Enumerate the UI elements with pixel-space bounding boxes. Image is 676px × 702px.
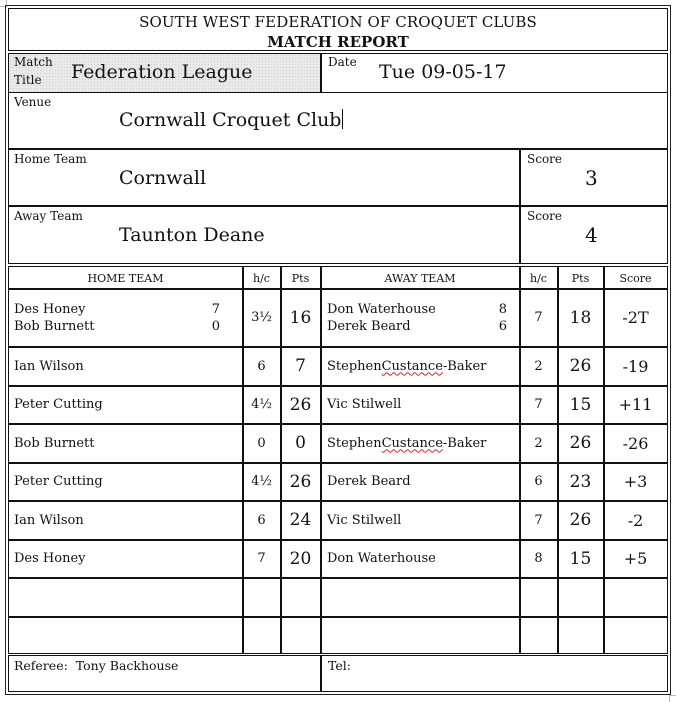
home-score-label: Score <box>527 152 563 166</box>
date-label: Date <box>328 55 357 69</box>
score-cell[interactable]: -19 <box>622 356 649 376</box>
away-hc-cell[interactable]: 6 <box>534 474 543 489</box>
away-hc-cell[interactable]: 2 <box>534 435 543 451</box>
away-pts-cell[interactable]: 23 <box>569 471 592 492</box>
away-player-cell[interactable]: Derek Beard <box>327 474 411 489</box>
away-team-label: Away Team <box>14 209 83 223</box>
away-player-name: Don Waterhouse <box>327 301 436 317</box>
score-cell[interactable]: +3 <box>623 472 648 491</box>
spelling-flag: Custance <box>381 435 443 451</box>
home-pts-cell[interactable]: 16 <box>289 307 312 328</box>
away-pts-cell[interactable]: 26 <box>569 356 592 376</box>
referee-cell[interactable] <box>14 658 178 673</box>
away-pts-cell[interactable]: 15 <box>569 548 592 569</box>
col-header-away-pts: Pts <box>571 271 590 285</box>
results-table <box>8 266 668 654</box>
home-score-value[interactable]: 3 <box>585 166 598 190</box>
home-player-cell[interactable]: Ian Wilson <box>14 512 84 528</box>
away-player-cell[interactable]: Stephen Custance -Baker <box>327 358 487 374</box>
score-cell[interactable]: -26 <box>622 433 649 453</box>
home-player-cell[interactable]: Peter Cutting <box>14 397 103 412</box>
away-pts-cell[interactable]: 26 <box>569 433 592 453</box>
score-cell[interactable]: -2 <box>627 510 644 530</box>
away-player-hc: 8 <box>498 301 507 317</box>
home-pts-cell[interactable]: 24 <box>289 510 312 530</box>
home-player-cell[interactable]: Des Honey <box>14 551 86 566</box>
organisation-title: SOUTH WEST FEDERATION OF CROQUET CLUBS <box>139 13 537 31</box>
home-player-cell[interactable]: Ian Wilson <box>14 358 84 374</box>
home-team-name[interactable]: Cornwall <box>119 167 207 189</box>
venue-value[interactable]: Cornwall Croquet Club <box>119 109 342 131</box>
home-team-label: Home Team <box>14 152 87 166</box>
away-hc-cell[interactable]: 7 <box>534 310 543 325</box>
match-info-row <box>8 53 668 93</box>
away-player-hc: 6 <box>498 318 507 334</box>
table-row-empty[interactable] <box>9 617 667 653</box>
col-header-score: Score <box>619 271 652 285</box>
match-title-value[interactable]: Federation League <box>71 61 253 83</box>
match-title-label-line2: Title <box>14 73 42 87</box>
away-team-name[interactable]: Taunton Deane <box>119 224 265 246</box>
home-player-cell[interactable]: Peter Cutting <box>14 474 103 489</box>
home-player-cell[interactable]: Bob Burnett <box>14 435 95 451</box>
referee-name[interactable]: Tony Backhouse <box>75 658 179 673</box>
home-pts-cell[interactable]: 26 <box>289 471 312 492</box>
footer-row <box>8 655 668 692</box>
away-pair-cell[interactable] <box>327 289 519 346</box>
away-player-name: Derek Beard <box>327 318 411 334</box>
home-hc-cell[interactable]: 4½ <box>251 474 272 489</box>
report-header <box>8 8 668 51</box>
away-score-label: Score <box>527 209 563 223</box>
away-team-cell[interactable] <box>9 207 519 263</box>
date-value[interactable]: Tue 09-05-17 <box>379 61 507 83</box>
col-header-away-hc: h/c <box>530 271 547 285</box>
venue-label: Venue <box>14 95 52 109</box>
score-cell[interactable]: +11 <box>618 395 653 414</box>
referee-label: Referee: <box>14 658 68 673</box>
away-pts-cell[interactable]: 26 <box>569 510 592 530</box>
home-hc-cell[interactable]: 6 <box>257 512 266 528</box>
home-pts-cell[interactable]: 26 <box>289 394 312 415</box>
away-pts-cell[interactable]: 18 <box>569 307 592 328</box>
table-row-empty[interactable] <box>9 578 667 616</box>
home-player-hc: 0 <box>211 318 220 334</box>
away-player-cell[interactable]: Vic Stilwell <box>327 512 402 528</box>
home-hc-cell[interactable]: 4½ <box>251 397 272 412</box>
away-hc-cell[interactable]: 8 <box>534 551 543 566</box>
home-pair-cell[interactable] <box>14 289 242 346</box>
away-hc-cell[interactable]: 7 <box>534 397 543 412</box>
tel-cell[interactable] <box>328 658 351 673</box>
away-hc-cell[interactable]: 2 <box>534 358 543 374</box>
home-score-cell[interactable] <box>521 150 667 206</box>
text-cursor <box>342 109 343 129</box>
home-player-name: Des Honey <box>14 301 86 317</box>
away-player-cell[interactable]: Don Waterhouse <box>327 551 436 566</box>
match-title-label: Match <box>14 55 53 69</box>
away-hc-cell[interactable]: 7 <box>534 512 543 528</box>
home-player-hc: 7 <box>211 301 220 317</box>
away-player-cell[interactable]: Vic Stilwell <box>327 397 402 412</box>
match-title-cell[interactable] <box>9 54 320 92</box>
home-team-cell[interactable] <box>9 150 519 206</box>
home-player-name: Bob Burnett <box>14 318 95 334</box>
away-player-cell[interactable]: Stephen Custance -Baker <box>327 435 487 451</box>
score-cell[interactable]: -2T <box>622 308 649 327</box>
col-header-home-hc: h/c <box>253 271 270 285</box>
col-header-home-pts: Pts <box>291 271 310 285</box>
home-hc-cell[interactable]: 7 <box>257 551 266 566</box>
away-score-value[interactable]: 4 <box>585 223 598 247</box>
home-pts-cell[interactable]: 7 <box>295 356 306 376</box>
away-pts-cell[interactable]: 15 <box>569 394 592 415</box>
home-hc-cell[interactable]: 6 <box>257 358 266 374</box>
away-score-cell[interactable] <box>521 207 667 263</box>
spelling-flag: Custance <box>381 358 443 374</box>
page-corner-mark <box>669 695 676 702</box>
venue-teams-section <box>8 92 668 264</box>
col-header-home-team: HOME TEAM <box>87 271 164 285</box>
home-hc-cell[interactable]: 3½ <box>251 310 272 325</box>
col-header-away-team: AWAY TEAM <box>384 271 456 285</box>
venue-cell[interactable] <box>9 93 667 149</box>
home-hc-cell[interactable]: 0 <box>257 435 266 451</box>
tel-label: Tel: <box>328 658 351 673</box>
score-cell[interactable]: +5 <box>623 549 648 568</box>
report-title: MATCH REPORT <box>267 33 409 51</box>
home-pts-cell[interactable]: 20 <box>289 548 312 569</box>
home-pts-cell[interactable]: 0 <box>295 433 306 453</box>
